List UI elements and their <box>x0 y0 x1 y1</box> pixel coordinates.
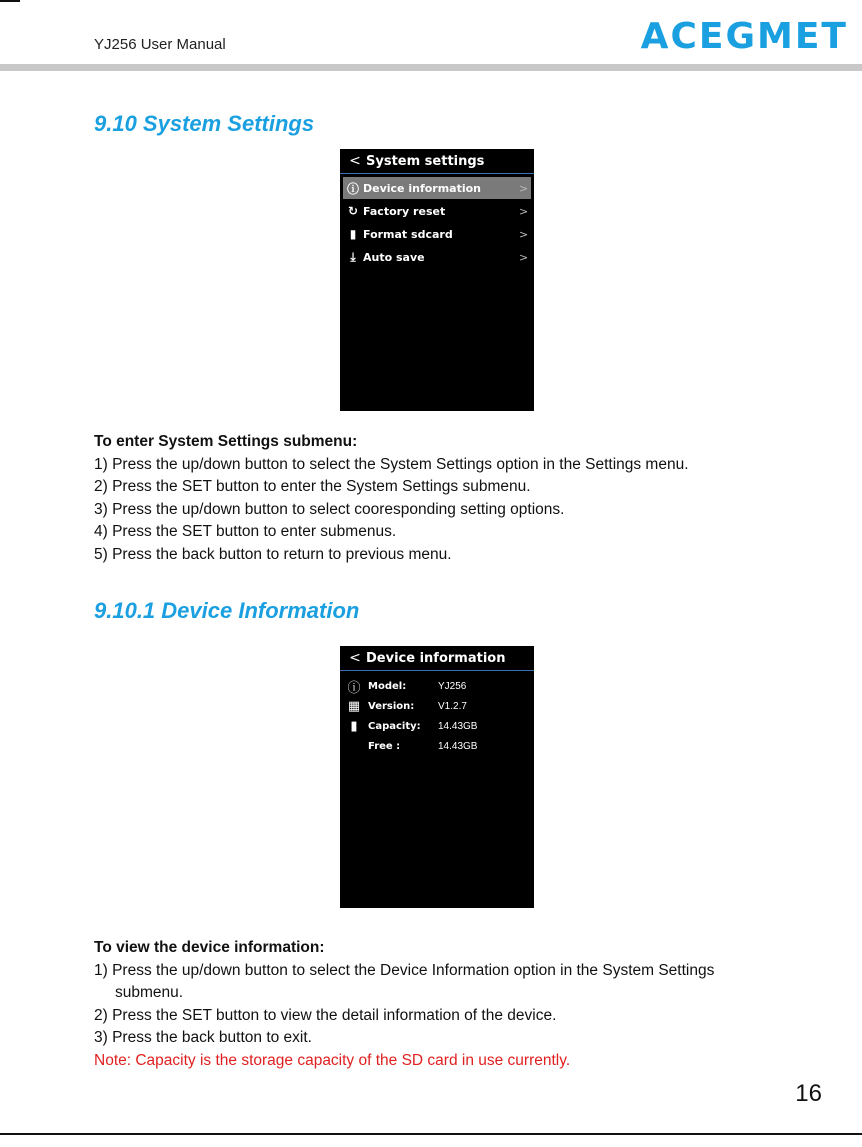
footer-divider <box>0 1133 862 1135</box>
screen-title-bar <box>340 646 534 671</box>
manual-title: YJ256 User Manual <box>94 36 226 53</box>
info-label: Free : <box>368 740 401 752</box>
chip-icon: ▦ <box>347 698 361 714</box>
info-value: YJ256 <box>438 680 467 692</box>
sdcard-icon: ▮ <box>350 718 358 734</box>
info-label: Model: <box>368 680 407 692</box>
instructions-title: To view the device information: <box>94 939 325 956</box>
info-value: V1.2.7 <box>438 700 467 712</box>
instructions-device-information <box>94 937 714 1072</box>
instruction-step: 4) Press the SET button to enter submenus. <box>94 523 397 540</box>
section-heading-system-settings: 9.10 System Settings <box>94 111 315 136</box>
instruction-step: 5) Press the back button to return to previous menu. <box>94 545 452 563</box>
menu-item-device-information[interactable] <box>343 177 531 199</box>
menu-item-label: Factory reset <box>363 204 446 218</box>
menu-item-factory-reset[interactable] <box>343 200 531 222</box>
system-settings-screen <box>340 149 534 411</box>
instructions-system-settings <box>94 431 689 566</box>
info-icon: ⓘ <box>347 680 361 696</box>
menu-item-format-sdcard[interactable] <box>343 223 531 245</box>
section-heading-device-information: 9.10.1 Device Information <box>94 598 360 623</box>
info-row-capacity <box>340 716 534 736</box>
info-row-free <box>340 736 534 756</box>
info-row-model <box>340 676 534 696</box>
info-icon: ⓘ <box>346 181 359 196</box>
chevron-right-icon: > <box>519 250 529 264</box>
sdcard-icon: ▮ <box>349 227 357 241</box>
brand-logo: ACEGMET <box>640 16 848 57</box>
instruction-step-continued: submenu. <box>115 984 184 1001</box>
info-row-version <box>340 696 534 716</box>
info-value: 14.43GB <box>438 720 478 732</box>
page-number: 16 <box>795 1080 822 1107</box>
instruction-step: 1) Press the up/down button to select the Device Information option in the System Settings <box>94 961 715 979</box>
info-value: 14.43GB <box>438 740 478 752</box>
info-label: Capacity: <box>368 720 421 732</box>
reset-icon: ↻ <box>347 204 359 218</box>
menu-item-label: Device information <box>363 181 482 195</box>
menu-item-label: Format sdcard <box>363 227 453 241</box>
screen-title: System settings <box>366 153 485 169</box>
info-label: Version: <box>368 700 415 712</box>
instruction-step: 3) Press the up/down button to select cooresponding setting options. <box>94 500 565 518</box>
back-icon[interactable]: < <box>349 650 361 666</box>
capacity-note: Note: Capacity is the storage capacity of the SD card in use currently. <box>94 1051 571 1069</box>
chevron-right-icon: > <box>519 227 529 241</box>
screen-title-bar <box>340 149 534 174</box>
instruction-step: 1) Press the up/down button to select the System Settings option in the Settings menu. <box>94 455 689 473</box>
chevron-right-icon: > <box>519 181 529 195</box>
instruction-step: 3) Press the back button to exit. <box>94 1029 312 1046</box>
instructions-title: To enter System Settings submenu: <box>94 433 358 450</box>
instruction-step: 2) Press the SET button to enter the System Settings submenu. <box>94 478 531 495</box>
device-information-screen <box>340 646 534 908</box>
back-icon[interactable]: < <box>349 153 361 169</box>
chevron-right-icon: > <box>519 204 529 218</box>
top-mark <box>0 0 20 2</box>
download-icon: ⤓ <box>350 249 356 264</box>
menu-item-label: Auto save <box>363 250 425 264</box>
instruction-step: 2) Press the SET button to view the detail information of the device. <box>94 1006 557 1024</box>
header-divider <box>0 64 862 71</box>
screen-title: Device information <box>366 650 506 666</box>
menu-item-auto-save[interactable] <box>343 246 531 268</box>
